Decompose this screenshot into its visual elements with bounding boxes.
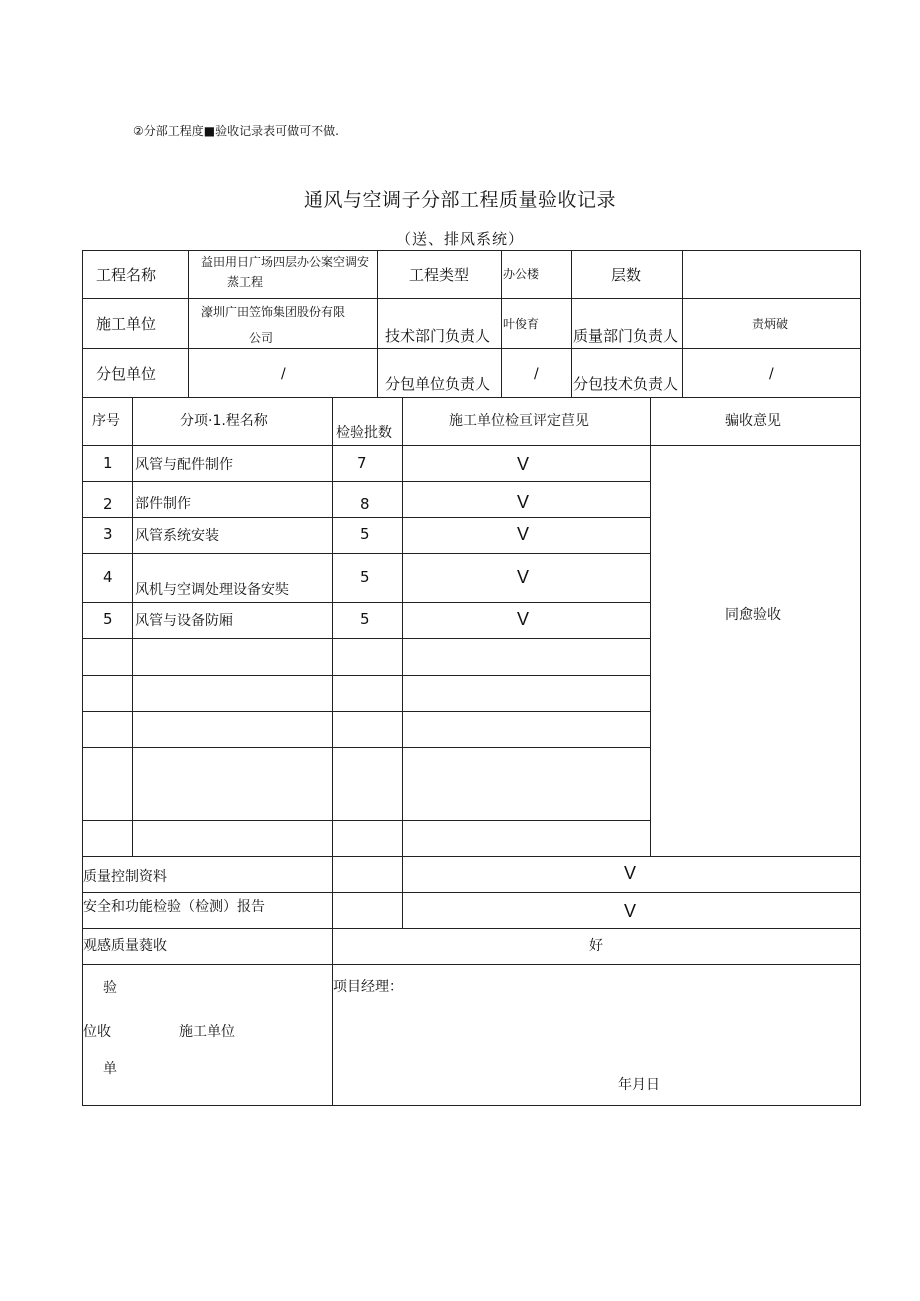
project-type-label: 工程类型 (409, 266, 470, 284)
col-divider (650, 397, 651, 857)
project-name-label: 工程名称 (96, 266, 157, 284)
row-item-name: 风机与空调处理设备安奘 (135, 582, 289, 598)
table-border-top (82, 250, 861, 251)
note-text: ②分部工程度■验收记录表可做可不做. (133, 124, 339, 138)
row-divider (82, 820, 651, 821)
col-divider (501, 250, 502, 398)
row-divider (82, 892, 861, 893)
row-item-name: 部件制作 (135, 496, 191, 512)
row-divider (82, 711, 651, 712)
row-item-name: 风管系统安装 (135, 528, 219, 544)
row-divider (82, 602, 651, 603)
contractor-label: 施工单位 (96, 315, 157, 333)
acceptance-opinion: 同愈验收 (725, 607, 781, 623)
row-divider (82, 481, 651, 482)
project-name-value-line1: 益田用日广场四层办公案空调安 (201, 255, 370, 269)
row-divider (82, 856, 861, 857)
row-no: 5 (103, 610, 113, 628)
contractor-value-line1: 濠圳广田笠饰集团股份有限 (201, 305, 346, 319)
col-divider (188, 250, 189, 398)
acceptance-char-2: 位收 (83, 1024, 111, 1040)
row-divider (82, 675, 651, 676)
page-subtitle: （送、排风系统） (395, 230, 524, 248)
project-name-value-line2: 蒸工程 (227, 275, 264, 289)
date-label: 年月日 (618, 1077, 660, 1093)
col-divider (132, 397, 133, 857)
appearance-value: 好 (589, 938, 603, 954)
contractor-value-line2: 公司 (249, 331, 274, 345)
safety-label: 安全和功能检验（检测）报告 (83, 899, 265, 915)
floors-label: 层数 (611, 266, 642, 284)
col-header-opinion: 骗收意见 (725, 413, 781, 429)
quality-docs-label: 质量控制资料 (83, 869, 167, 885)
quality-head-value: 责炳破 (752, 317, 789, 331)
check-mark: V (517, 609, 530, 629)
row-divider (82, 928, 861, 929)
sub-tech-label: 分包技术负责人 (573, 375, 679, 393)
check-mark: V (624, 863, 637, 883)
col-header-batches: 检验批数 (336, 425, 392, 441)
row-no: 4 (103, 568, 113, 586)
quality-head-label: 质量部门负责人 (573, 327, 679, 345)
col-header-no: 序号 (92, 413, 120, 429)
row-divider (82, 348, 861, 349)
row-divider (82, 747, 651, 748)
row-batches: 5 (360, 568, 370, 586)
table-border-bottom (82, 1105, 861, 1106)
page-title: 通风与空调子分部工程质量验收记录 (303, 189, 616, 211)
check-mark: V (517, 492, 530, 512)
check-mark: V (517, 454, 530, 474)
col-header-eval: 施工单位检亘评定苣见 (449, 413, 589, 429)
row-batches: 7 (357, 454, 367, 472)
project-type-value: 办公楼 (503, 267, 540, 281)
check-mark: V (517, 524, 530, 544)
sub-head-label: 分包单位负责人 (385, 375, 491, 393)
row-no: 3 (103, 525, 113, 543)
row-batches: 5 (360, 525, 370, 543)
sub-tech-value: / (769, 366, 774, 382)
row-divider (82, 517, 651, 518)
row-item-name: 风管与配件制作 (135, 457, 233, 473)
row-divider (82, 445, 861, 446)
sub-value: / (281, 366, 286, 382)
col-divider (402, 397, 403, 929)
row-divider (82, 298, 861, 299)
sub-head-value: / (534, 366, 539, 382)
table-border-right (860, 250, 861, 1106)
row-divider (82, 638, 651, 639)
sub-label: 分包单位 (96, 365, 157, 383)
col-divider (377, 250, 378, 398)
acceptance-unit-label: 施工单位 (179, 1024, 235, 1040)
row-divider (82, 397, 861, 398)
row-no: 2 (103, 495, 113, 513)
project-manager-label: 项目经理： (333, 979, 403, 995)
acceptance-char-3: 单 (103, 1061, 117, 1077)
row-divider (82, 964, 861, 965)
row-divider (82, 553, 651, 554)
row-item-name: 风管与设备防厢 (135, 613, 233, 629)
col-divider (682, 250, 683, 398)
row-no: 1 (103, 454, 113, 472)
check-mark: V (624, 901, 637, 921)
row-batches: 8 (360, 495, 370, 513)
table-border-left (82, 250, 83, 1106)
tech-head-label: 技术部门负责人 (385, 327, 491, 345)
appearance-label: 观感质量蕤收 (83, 938, 167, 954)
acceptance-char-1: 验 (103, 980, 117, 996)
tech-head-value: 叶俊育 (503, 317, 540, 331)
row-batches: 5 (360, 610, 370, 628)
col-divider (571, 250, 572, 398)
col-header-item: 分项·1.程名称 (180, 413, 268, 429)
col-divider (332, 397, 333, 1106)
check-mark: V (517, 567, 530, 587)
